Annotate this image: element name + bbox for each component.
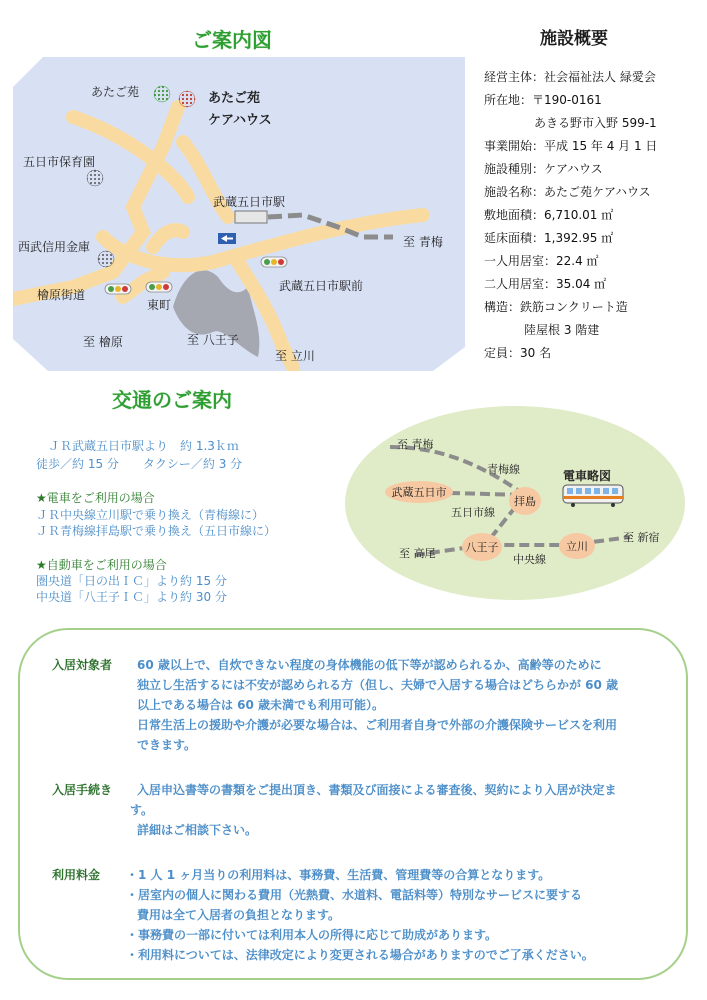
fees-line: ・事務費の一部に付いては利用本人の所得に応じて助成があります。 xyxy=(126,928,498,942)
label-to-ome: 至 青梅 xyxy=(403,235,443,249)
label-nursery: 五日市保育園 xyxy=(23,155,96,169)
train-label-to-shinjuku: 至 新宿 xyxy=(623,531,660,544)
node-haijima: 拝島 xyxy=(509,487,541,515)
traffic-light-1 xyxy=(105,284,131,294)
facility-row: 経営主体：社会福祉法人 緑愛会 xyxy=(484,70,656,84)
section-heading-procedure: 入居手続き xyxy=(52,783,113,797)
facility-row: 所在地：〒190-0161 xyxy=(484,93,602,107)
facility-row: 陸屋根 3 階建 xyxy=(524,323,600,337)
facility-row: 事業開始：平成 15 年 4 月 1 日 xyxy=(484,139,658,153)
access-line: ＪＲ青梅線拝島駅で乗り換え（五日市線に） xyxy=(36,524,277,538)
fees-line: ・居室内の個人に関わる費用（光熱費、水道料、電話料等）特別なサービスに要する xyxy=(126,888,583,902)
label-atago-en: あたご苑 xyxy=(91,85,140,99)
label-atago-care-2: ケアハウス xyxy=(208,113,272,128)
access-line: ＪＲ中央線立川駅で乗り換え（青梅線に） xyxy=(36,508,265,522)
access-heading: ★電車をご利用の場合 xyxy=(36,491,155,505)
eligibility-line: 日常生活上の援助や介護が必要な場合は、ご利用者自身で外部の介護保険サービスを利用 xyxy=(137,718,618,732)
label-atago-care-1: あたご苑 xyxy=(208,91,261,106)
facility-row: 構造：鉄筋コンクリート造 xyxy=(484,300,628,314)
label-to-hachioji: 至 八王子 xyxy=(187,333,239,347)
label-to-tachikawa: 至 立川 xyxy=(275,349,315,363)
train-label-to-ome: 至 青梅 xyxy=(397,438,434,451)
fees-line: ・利用料については、法律改定により変更される場合がありますのでご了承ください。 xyxy=(126,948,594,962)
facility-row: 施設種別：ケアハウス xyxy=(484,162,603,176)
map-title: ご案内図 xyxy=(192,28,272,52)
bank-marker xyxy=(98,251,114,267)
section-heading-eligibility: 入居対象者 xyxy=(52,658,113,672)
nursery-marker xyxy=(87,170,103,186)
atago-en-marker xyxy=(154,86,170,102)
facility-row: あきる野市入野 599-1 xyxy=(534,116,657,130)
procedure-line: 入居申込書等の書類をご提出頂き、書類及び面接による審査後、契約により入居が決定ま xyxy=(137,783,617,797)
train-label-itsukaichi-line: 五日市線 xyxy=(451,506,495,519)
facility-title: 施設概要 xyxy=(540,29,608,49)
train-map xyxy=(345,405,685,600)
label-hinohara-road: 檜原街道 xyxy=(37,288,86,302)
procedure-line: 詳細はご相談下さい。 xyxy=(137,823,258,837)
access-line: 圏央道「日の出ＩＣ」より約 15 分 xyxy=(36,574,227,588)
label-station-front: 武蔵五日市駅前 xyxy=(279,279,364,293)
traffic-light-2 xyxy=(146,282,172,292)
eligibility-line: 以上である場合は 60 歳未満でも利用可能）。 xyxy=(137,698,385,712)
facility-row: 一人用居室：22.4 ㎡ xyxy=(484,254,599,268)
facility-row: 延床面積：1,392.95 ㎡ xyxy=(484,231,614,245)
train-label-ome-line: 青梅線 xyxy=(487,463,520,476)
facility-row: 二人用居室：35.04 ㎡ xyxy=(484,277,607,291)
access-line: ＪＲ武蔵五日市駅より 約 1.3ｋｍ xyxy=(48,439,239,453)
fees-line: ・1 人 1 ヶ月当りの利用料は、事務費、生活費、管理費等の合算となります。 xyxy=(126,868,551,882)
node-tachikawa: 立川 xyxy=(559,533,595,559)
label-to-hinohara: 至 檜原 xyxy=(83,335,123,349)
facility-row: 施設名称：あたご苑ケアハウス xyxy=(484,185,651,199)
node-musashi-itsukaichi: 武蔵五日市 xyxy=(385,481,453,503)
label-musashi-station: 武蔵五日市駅 xyxy=(213,195,286,209)
facility-row: 敷地面積：6,710.01 ㎡ xyxy=(484,208,614,222)
access-heading: ★自動車をご利用の場合 xyxy=(36,558,167,572)
section-heading-fees: 利用料金 xyxy=(52,868,101,882)
access-map xyxy=(13,57,465,371)
fees-line: 費用は全て入居者の負担となります。 xyxy=(137,908,341,922)
node-hachioji: 八王子 xyxy=(462,533,502,561)
train-label-chuo-line: 中央線 xyxy=(513,553,546,566)
train-label-to-takao: 至 高尾 xyxy=(399,547,436,560)
station-marker xyxy=(235,211,267,223)
train-map-title: 電車略図 xyxy=(563,469,612,483)
facility-row: 定員：30 名 xyxy=(484,346,552,360)
access-line: 中央道「八王子ＩＣ」より約 30 分 xyxy=(36,590,227,604)
label-higashimachi: 東町 xyxy=(147,298,172,312)
access-title: 交通のご案内 xyxy=(112,388,232,412)
access-line: 徒歩／約 15 分 タクシー／約 3 分 xyxy=(36,457,243,471)
care-house-marker xyxy=(179,91,195,107)
label-seibu-bank: 西武信用金庫 xyxy=(18,240,91,254)
info-box xyxy=(18,628,688,980)
eligibility-line: 60 歳以上で、自炊できない程度の身体機能の低下等が認められるか、高齢等のために xyxy=(137,658,602,672)
traffic-light-3 xyxy=(261,257,287,267)
eligibility-line: できます。 xyxy=(137,738,197,752)
eligibility-line: 独立し生活するには不安が認められる方（但し、夫婦で入居する場合はどちらかが 60 歳 xyxy=(137,678,619,692)
procedure-line: す。 xyxy=(130,803,154,817)
